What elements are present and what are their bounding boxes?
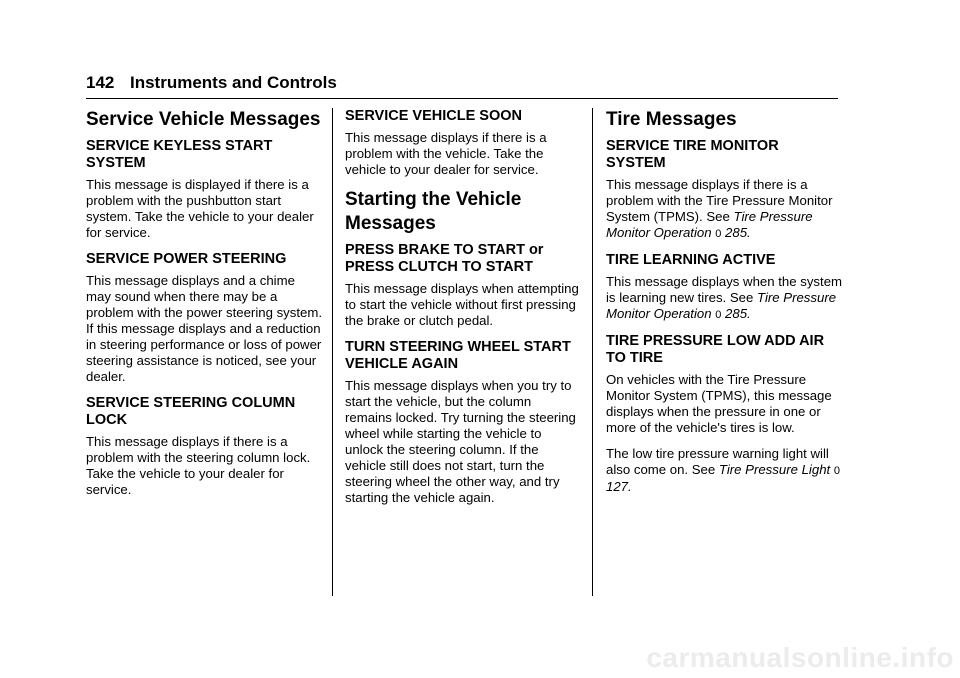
message-title: TURN STEERING WHEEL START VEHICLE AGAIN: [345, 339, 571, 372]
column-2: [345, 108, 581, 516]
body-text: This message displays when the system is learning new tires. See: [606, 274, 843, 305]
page-ref-icon: 0: [715, 309, 722, 321]
page-ref-number[interactable]: 285.: [725, 306, 751, 321]
message-title: TIRE PRESSURE LOW ADD AIR TO TIRE: [606, 333, 825, 366]
message-body: [606, 274, 842, 323]
message-body: This message displays if there is a problem with the steering column lock. Take the vehicle to your dealer for service.: [86, 434, 311, 497]
message-block: [606, 333, 842, 495]
message-title: SERVICE TIRE MONITOR SYSTEM: [606, 138, 779, 171]
message-body: [606, 177, 842, 242]
message-block: [345, 242, 581, 329]
message-body: This message displays and a chime may sound when there may be a problem with the power steering system. If this message displays and a reduction in steering performance or loss of power steering assistance is noticed, see your dealer.: [86, 273, 323, 384]
message-title: PRESS BRAKE TO START or PRESS CLUTCH TO START: [345, 242, 544, 275]
message-block: [86, 251, 322, 385]
message-body: On vehicles with the Tire Pressure Monitor System (TPMS), this message displays when the pressure in one or more of the vehicle's tires is low.: [606, 372, 832, 435]
page-number: 142: [86, 73, 115, 92]
message-block: [345, 108, 581, 178]
message-title: SERVICE POWER STEERING: [86, 251, 287, 267]
message-body: This message displays when attempting to start the vehicle without first pressing the brake or clutch pedal.: [345, 281, 579, 328]
body-text: This message displays if there is a problem with the Tire Pressure Monitor System (TPMS). See: [606, 177, 833, 224]
section-heading: Tire Messages: [606, 109, 737, 130]
section-title: Instruments and Controls: [130, 73, 337, 92]
page-ref-number[interactable]: 285.: [725, 225, 751, 240]
message-body: [606, 446, 842, 495]
page-ref-number[interactable]: 127.: [606, 479, 632, 494]
message-block: [606, 138, 842, 242]
cross-reference-link[interactable]: Tire Pressure Light: [718, 462, 831, 477]
message-title: SERVICE KEYLESS START SYSTEM: [86, 138, 273, 171]
column-divider: [332, 108, 333, 596]
message-block: [606, 252, 842, 323]
message-body: This message displays when you try to start the vehicle, but the column remains locked. Try turning the steering wheel while starting the vehicle to unlock the steering column. If the vehicle still does not start, turn the steering wheel the other way, and try starting the vehicle again.: [345, 378, 576, 505]
message-block: [345, 339, 581, 506]
message-title: SERVICE STEERING COLUMN LOCK: [86, 395, 296, 428]
message-block: [86, 395, 322, 498]
cross-reference-link[interactable]: Tire Pressure Monitor Operation: [606, 290, 837, 321]
watermark: carmanualsonline.info: [646, 642, 954, 673]
column-divider: [592, 108, 593, 596]
message-title: SERVICE VEHICLE SOON: [345, 108, 522, 124]
section-heading: Starting the Vehicle Messages: [345, 189, 522, 234]
cross-reference-link[interactable]: Tire Pressure Monitor Operation: [606, 209, 813, 240]
message-title: TIRE LEARNING ACTIVE: [606, 252, 776, 268]
page-ref-icon: 0: [715, 228, 722, 240]
section-heading: Service Vehicle Messages: [86, 109, 321, 130]
column-1: [86, 108, 322, 508]
message-block: [86, 138, 322, 241]
body-text: The low tire pressure warning light will also come on. See: [606, 446, 829, 477]
page-ref-icon: 0: [833, 465, 840, 477]
column-3: [606, 108, 842, 505]
message-body: This message displays if there is a problem with the vehicle. Take the vehicle to your dealer for service.: [345, 130, 547, 177]
page-header: [86, 72, 838, 99]
message-body: This message is displayed if there is a problem with the pushbutton start system. Take the vehicle to your dealer for service.: [86, 177, 314, 240]
